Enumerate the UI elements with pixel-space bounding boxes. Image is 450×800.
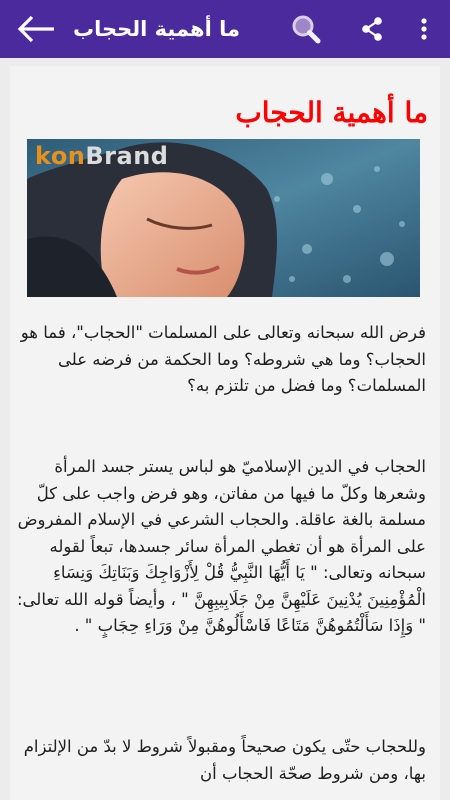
brand-watermark: konBrand [35, 142, 169, 170]
share-button[interactable] [354, 0, 390, 58]
search-icon [290, 13, 322, 45]
page-title: ما أهمية الحجاب [73, 17, 240, 41]
more-options-button[interactable] [412, 0, 436, 58]
app-bar [0, 0, 450, 58]
banner-image [27, 139, 420, 297]
search-button[interactable] [286, 0, 326, 58]
article-card [10, 66, 440, 800]
article-paragraph: الحجاب في الدين الإسلاميّ هو لباس يستر جسد المرأة وشعرها وكلّ ما فيها من مفاتن، وهو فرض واجب على كلّ مسلمة بالغة عاقلة. والحجاب الشرعي في الإسلام المفروض على المرأة هو أن تغطي المرأة سائر جسدها، تبعاً لقوله سبحانه وتعالى: " يَا أَيُّهَا النَّبِيُّ قُلْ لِأَزْوَاجِكَ وَبَنَاتِكَ وَنِسَاءِ الْمُؤْمِنِينَ يُدْنِينَ عَلَيْهِنَّ مِنْ جَلَابِيبِهِنَّ " ، وأيضاً قوله الله تعالى: " وَإِذَا سَأَلْتُمُوهُنَّ مَتَاعًا فَاسْأَلُوهُنَّ مِنْ وَرَاءِ حِجَابٍ " . [17, 457, 426, 635]
article-paragraph: فرض الله سبحانه وتعالى على المسلمات "الحجاب"، فما هو الحجاب؟ وما هي شروطه؟ وما الحكمة من فرضه على المسلمات؟ وما فضل من تلتزم به؟ [20, 323, 426, 395]
article-paragraph: وللحجاب حتّى يكون صحيحاً ومقبولاً شروط لا بدّ من الإلتزام بها، ومن شروط صحّة الحجاب أن [23, 737, 426, 783]
more-vert-icon [421, 18, 427, 40]
back-button[interactable] [12, 0, 60, 58]
article-heading: ما أهمية الحجاب [235, 96, 428, 129]
back-arrow-icon [16, 15, 56, 43]
share-icon [359, 16, 385, 42]
article-scroll-area[interactable] [0, 58, 450, 800]
